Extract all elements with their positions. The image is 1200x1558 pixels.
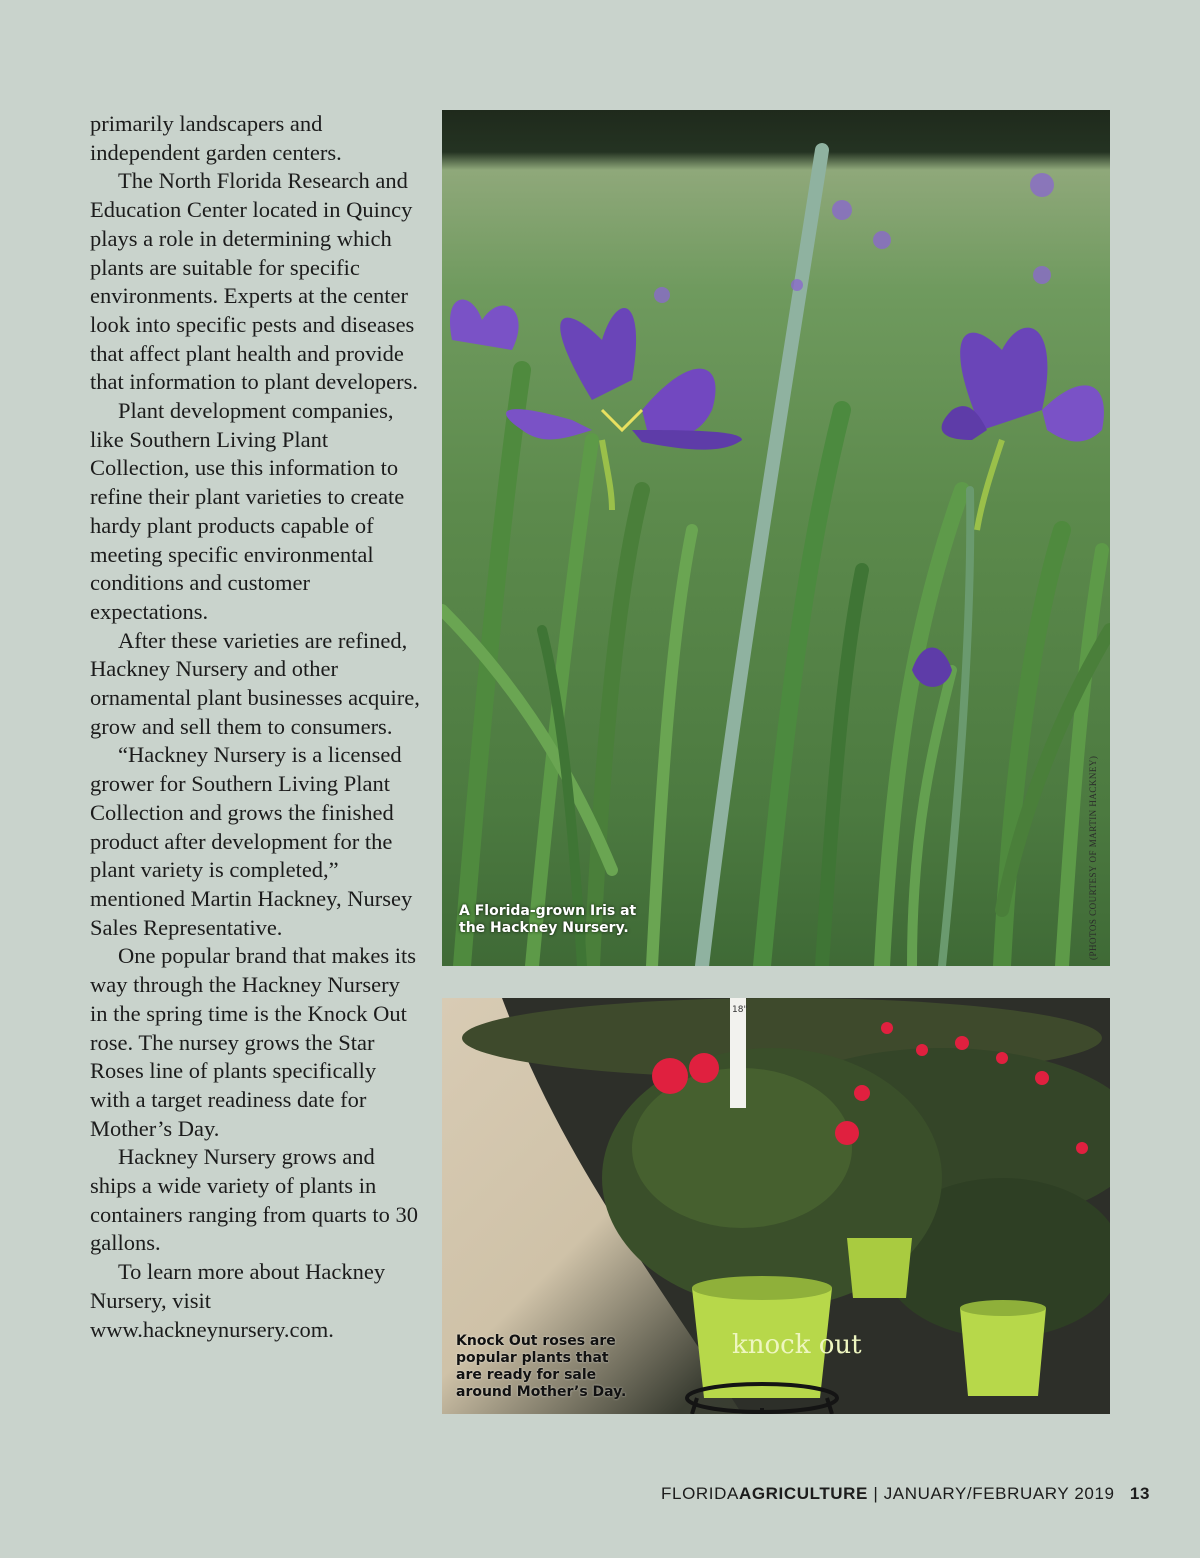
tag-label: 18" — [732, 1005, 748, 1015]
pot-middle — [847, 1238, 912, 1298]
paragraph-7: Hackney Nursery grows and ships a wide variety of plants in containers ranging from quarts to 30 gallons. — [90, 1144, 419, 1256]
iris-flower-left — [506, 308, 742, 510]
iris-photo-illustration — [442, 110, 1110, 966]
paragraph-1: primarily landscapers and independent garden centers. — [90, 111, 342, 165]
iris-photo — [442, 110, 1110, 966]
plant-tag — [730, 998, 748, 1108]
paragraph-5: “Hackney Nursery is a licensed grower for Southern Living Plant Collection and grows the finished product after development for the plant variety is completed,” mentioned Martin Hackney, Nursey Sales Representative. — [90, 742, 413, 940]
pot-right — [960, 1300, 1046, 1396]
article-body — [90, 110, 420, 1344]
page-footer — [661, 1484, 1150, 1504]
iris-flower-topleft — [450, 300, 519, 350]
magazine-name-light: FLORIDA — [661, 1484, 739, 1503]
paragraph-3: Plant development companies, like Southern Living Plant Collection, use this information to refine their plant varieties to create hardy plant products capable of meeting specific environmental conditions and customer expectations. — [90, 398, 405, 624]
paragraph-4: After these varieties are refined, Hackney Nursery and other ornamental plant businesses acquire, grow and sell them to consumers. — [90, 627, 420, 739]
iris-caption: A Florida-grown Iris at the Hackney Nursery. — [459, 903, 637, 936]
iris-background-flowers — [654, 173, 1054, 303]
footer-separator: | — [873, 1484, 879, 1503]
photo-credit: (PHOTOS COURTESY OF MARTIN HACKNEY) — [1088, 755, 1098, 960]
page-number: 13 — [1129, 1484, 1150, 1503]
paragraph-2: The North Florida Research and Education Center located in Quincy plays a role in determining which plants are suitable for specific environments. Experts at the center look into specific pests and diseases that affect plant health and provide that information to plant developers. — [90, 168, 419, 395]
pot-label: knock out — [732, 1330, 862, 1360]
paragraph-6: One popular brand that makes its way through the Hackney Nursery in the spring time is the Knock Out rose. The nursey grows the Star Roses line of plants specifically with a target readiness date for Mother’s Day. — [90, 943, 417, 1141]
paragraph-8: To learn more about Hackney Nursery, visit www.hackneynursery.com. — [90, 1259, 386, 1342]
issue-date: JANUARY/FEBRUARY 2019 — [883, 1484, 1115, 1503]
roses-caption: Knock Out roses are popular plants that are ready for sale around Mother’s Day. — [456, 1333, 627, 1400]
magazine-name-bold: AGRICULTURE — [738, 1484, 868, 1503]
